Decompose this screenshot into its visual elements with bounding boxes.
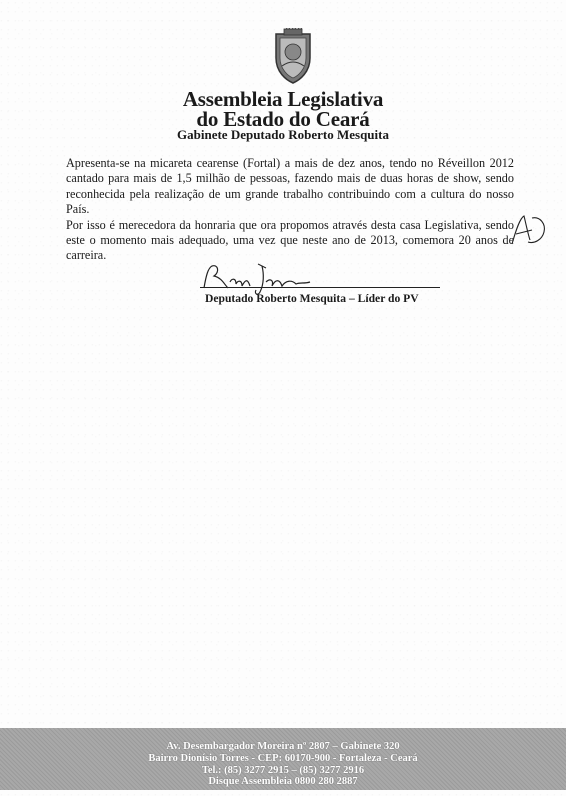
office-title: Gabinete Deputado Roberto Mesquita xyxy=(177,127,389,142)
footer-address: Av. Desembargador Moreira nº 2807 – Gabinete 320 xyxy=(166,741,400,752)
signature-line xyxy=(200,287,440,288)
institution-subtitle: do Estado do Ceará xyxy=(196,107,370,131)
address-footer xyxy=(0,728,566,790)
body-paragraph-2: Por isso é merecedora da honraria que ora propomos através desta casa Legislativa, sendo este o momento mais adequado, uma vez que neste ano de 2013, comemora 20 anos de carreira. xyxy=(66,217,514,263)
footer-district: Bairro Dionísio Torres - CEP: 60170-900 - Fortaleza - Ceará xyxy=(148,752,418,764)
footer-phone: Tel.: (85) 3277 2915 – (85) 3277 2916 xyxy=(201,764,365,776)
signatory-caption: Deputado Roberto Mesquita – Líder do PV xyxy=(205,292,419,305)
handwritten-initials-icon xyxy=(506,210,550,250)
body-paragraph-1: Apresenta-se na micareta cearense (Fortal) a mais de dez anos, tendo no Réveillon 2012 cantado para mais de 1,5 milhão de pessoas, fazendo mais de duas horas de show, sendo reconhecida pela realização de um grande trabalho contribuindo com a cultura do nosso País. xyxy=(66,156,514,217)
document-body xyxy=(66,156,514,264)
footer-hotline: Disque Assembleia 0800 280 2887 xyxy=(208,776,358,788)
coat-of-arms-icon xyxy=(270,28,316,84)
institution-title: Assembleia Legislativa xyxy=(182,87,384,111)
